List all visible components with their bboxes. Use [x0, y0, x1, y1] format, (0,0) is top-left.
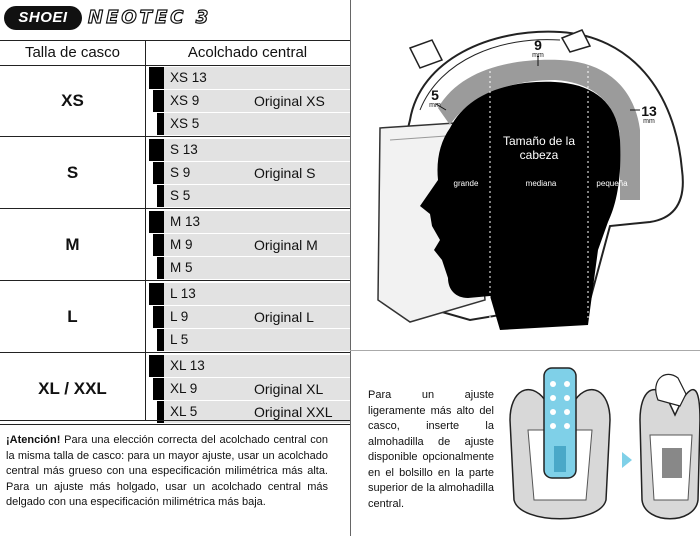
logo-bar [0, 0, 350, 40]
pad-row [164, 257, 350, 279]
section-divider [350, 350, 700, 351]
pad-thickness-bar [153, 90, 164, 112]
pad-row [164, 306, 350, 328]
pad-label: M 9 [170, 237, 193, 252]
pad-row [164, 378, 350, 400]
pad-insert-diagram [500, 360, 700, 536]
pad-label: L 5 [170, 332, 189, 347]
dim-label-top: 9 mm [532, 37, 544, 59]
pad-label: XL 5 [170, 404, 198, 419]
shoei-logo: SHOEI [4, 6, 82, 30]
original-pad-label: Original XL [254, 381, 324, 397]
pad-label: S 9 [170, 165, 191, 180]
original-pad-label: Original L [254, 309, 314, 325]
pad-label: XS 9 [170, 93, 200, 108]
pad-label: L 9 [170, 309, 189, 324]
zone-large: grande [453, 179, 479, 188]
helmet-diagram [350, 0, 700, 350]
column-header-size: Talla de casco [24, 44, 121, 61]
size-cell-xs: XS [61, 91, 84, 110]
pad-row [164, 283, 350, 305]
size-cell-xlxxl: XL / XXL [38, 379, 107, 398]
pad-thickness-bar [149, 211, 164, 233]
pad-thickness-bar [157, 185, 164, 207]
pad-label: S 5 [170, 188, 191, 203]
attention-text: Para una elección correcta del acolchado central con la misma talla de casco: para un mayor ajuste, usar un acolchado central más grueso con una especificación milimétrica más alta. Para un ajuste más holgado, usar un acolchado central más delgado con una especificación milimétrica más baja. [6, 434, 328, 508]
pad-thickness-bar [157, 257, 164, 279]
pad-row [164, 113, 350, 135]
pad-thickness-bar [153, 162, 164, 184]
fit-adjust-note: Para un ajuste ligeramente más alto del casco, inserte la almohadilla de ajuste disponible opcionalmente en el bolsillo en la parte superior de la almohadilla central. [368, 389, 494, 510]
pad-thickness-bar [157, 329, 164, 351]
zone-small: pequeña [596, 179, 628, 188]
pad-row [164, 185, 350, 207]
pad-row [164, 139, 350, 161]
original-pad-label: Original XXL [254, 404, 333, 420]
zone-medium: mediana [525, 179, 557, 188]
size-table [0, 40, 350, 420]
pad-label: XL 13 [170, 358, 205, 373]
dim-label-front: 5 mm [429, 87, 441, 109]
pad-label: XS 13 [170, 70, 207, 85]
original-pad-label: Original M [254, 237, 318, 253]
pad-label: S 13 [170, 142, 198, 157]
size-cell-m: M [65, 235, 80, 254]
pad-thickness-bar [153, 234, 164, 256]
pad-label: M 13 [170, 214, 201, 229]
pad-row [164, 211, 350, 233]
size-cell-l: L [67, 307, 78, 326]
pad-label: XS 5 [170, 116, 200, 131]
helmet-illustration [350, 0, 700, 350]
pad-thickness-bar [153, 306, 164, 328]
pad-insert-illustration [500, 360, 700, 536]
pad-label: L 13 [170, 286, 196, 301]
original-pad-label: Original S [254, 165, 316, 181]
pad-thickness-bar [149, 355, 164, 377]
pad-row [164, 234, 350, 256]
attention-title: ¡Atención! [6, 434, 61, 446]
size-cell-s: S [66, 163, 79, 182]
pad-row [164, 67, 350, 89]
dim-label-back: 13 mm [641, 103, 657, 125]
pad-thickness-bar [149, 139, 164, 161]
pad-thickness-bar [149, 67, 164, 89]
pad-thickness-bar [149, 283, 164, 305]
pad-row [164, 90, 350, 112]
neotec-logo: NEOTEC 3 [88, 7, 212, 28]
pad-row [164, 329, 350, 351]
pad-thickness-bar [157, 113, 164, 135]
pad-label: XL 9 [170, 381, 198, 396]
pad-thickness-bar [153, 378, 164, 400]
pad-label: M 5 [170, 260, 193, 275]
head-size-title: Tamaño de la cabeza [502, 134, 576, 162]
column-header-pad: Acolchado central [187, 44, 308, 61]
attention-note [0, 420, 350, 536]
pad-row [164, 162, 350, 184]
original-pad-label: Original XS [254, 93, 325, 109]
pad-row [164, 355, 350, 377]
